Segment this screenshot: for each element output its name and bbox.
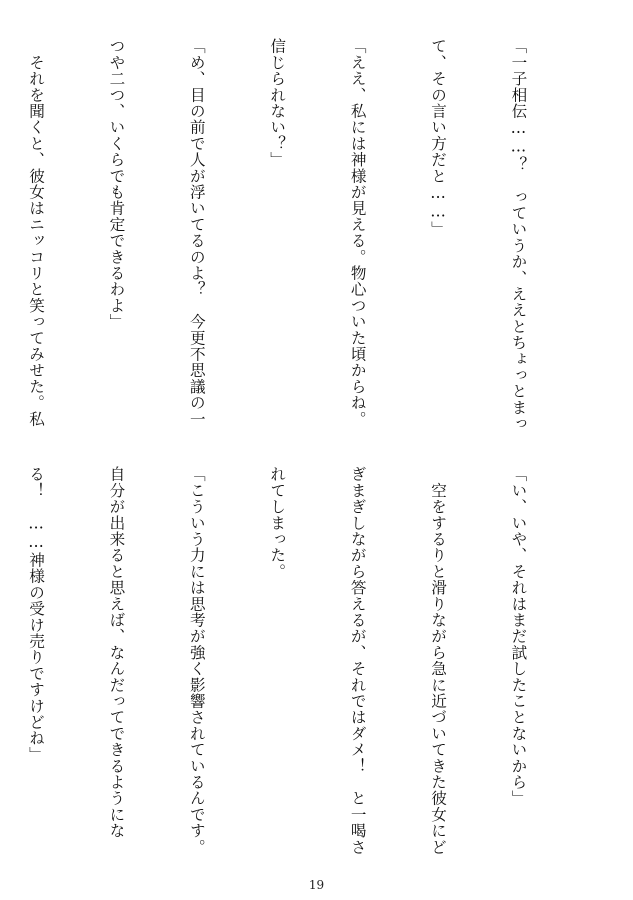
text-line: つや二つ、いくらでも肯定できるわよ」 (107, 38, 126, 330)
text-line: 「い、いや、それはまだ試したことないから」 (509, 466, 528, 807)
text-line: て、その言い方だと……」 (429, 38, 448, 238)
text-line: 「こういう力には思考が強く影響されているんです。 (187, 466, 206, 855)
text-line: る！ ……神様の受け売りですけどね」 (27, 466, 46, 763)
text-line: それを聞くと、彼女はニッコリと笑ってみせた。私 (27, 38, 46, 427)
text-line: れてしまった。 (268, 466, 287, 580)
text-line: ぎまぎしながら答えるが、それではダメ！ と一喝さ (348, 466, 367, 855)
text-block-top (0, 38, 585, 436)
text-line: 自分が出来ると思えば、なんだってできるようにな (107, 466, 126, 839)
text-line: 「め、目の前で人が浮いてるのよ？ 今更不思議の一 (187, 38, 206, 427)
page-number: 19 (308, 878, 325, 892)
text-block-bottom (0, 466, 585, 864)
text-line: 「ええ、私には神様が見える。物心ついた頃からね。 (348, 38, 367, 427)
text-line: 信じられない？」 (268, 38, 287, 168)
text-line: 空をするりと滑りながら急に近づいてきた彼女にど (429, 466, 448, 855)
text-line: 「一子相伝……？ っていうか、ええとちょっとまっ (509, 38, 528, 432)
